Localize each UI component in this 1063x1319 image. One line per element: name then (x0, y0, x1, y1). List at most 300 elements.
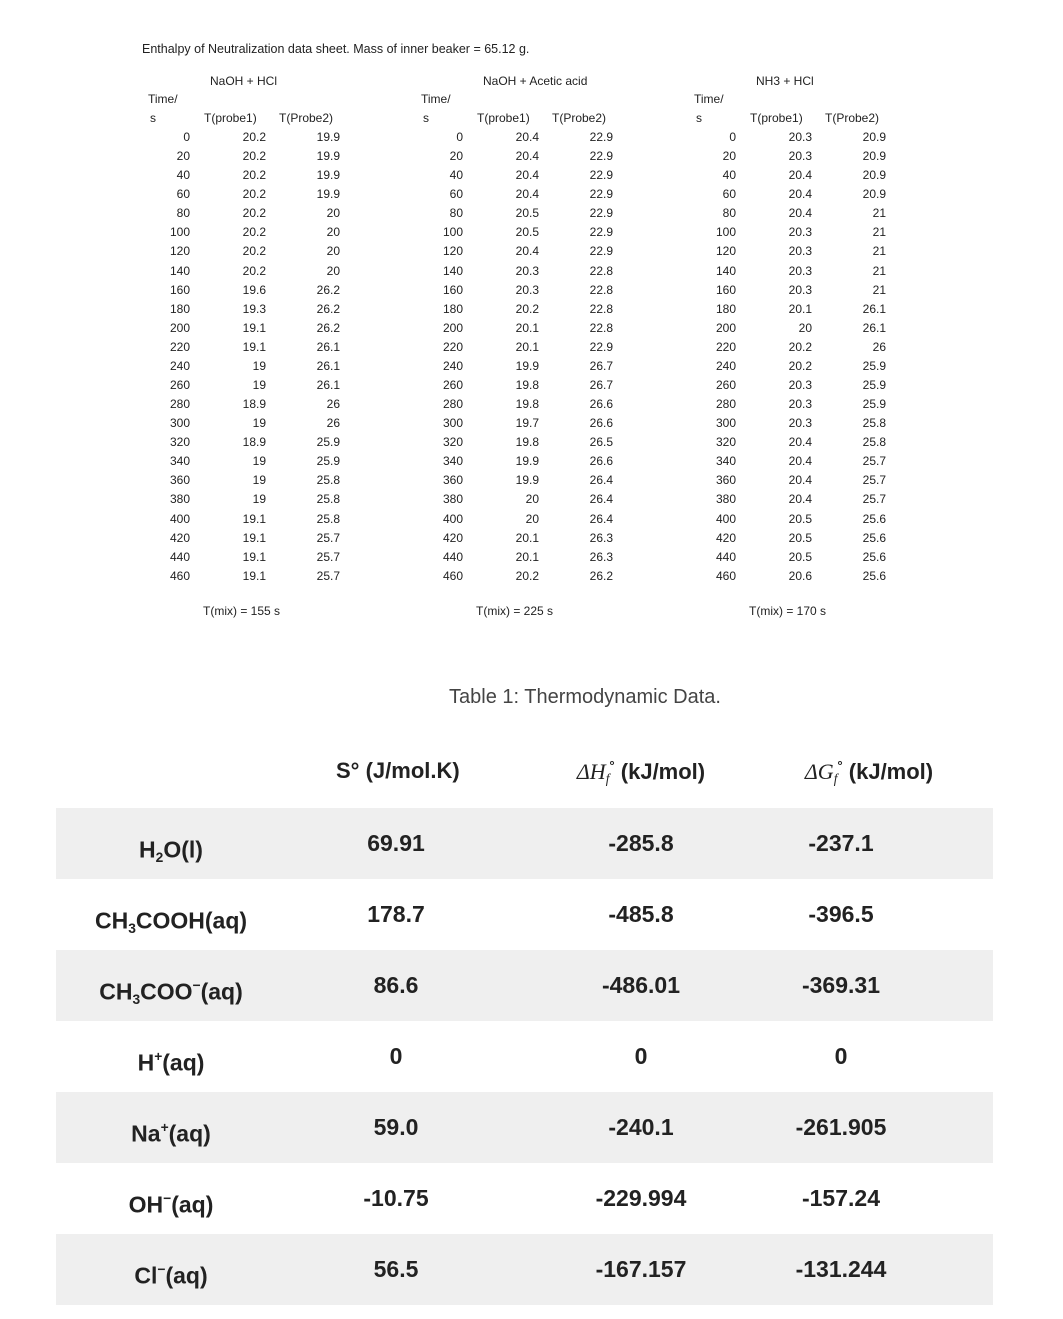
probe2-cell: 20 (326, 263, 340, 278)
time-cell: 380 (169, 492, 190, 507)
probe2-cell: 26.3 (589, 530, 613, 545)
time-header: Time/ (148, 92, 178, 106)
probe2-cell: 21 (872, 263, 886, 278)
thermo-row (56, 950, 993, 1021)
probe2-cell: 26.6 (589, 416, 613, 431)
probe1-cell: 19 (252, 358, 266, 373)
time-cell: 180 (715, 301, 736, 316)
time-cell: 60 (176, 187, 190, 202)
probe2-cell: 25.9 (862, 358, 886, 373)
probe2-cell: 25.9 (316, 454, 340, 469)
enthalpy-cell: 0 (634, 1043, 648, 1069)
probe1-cell: 20.2 (515, 301, 539, 316)
time-cell: 280 (442, 397, 463, 412)
species-base: H (137, 1049, 155, 1076)
probe1-cell: 20.3 (788, 282, 812, 297)
data-row (148, 548, 408, 567)
gibbs-symbol: ΔG (804, 759, 834, 785)
probe2-cell: 26.1 (862, 320, 886, 335)
probe2-cell: 26.4 (589, 511, 613, 526)
probe2-cell: 22.8 (589, 320, 613, 335)
data-row (421, 300, 681, 319)
time-cell: 60 (722, 187, 736, 202)
time-cell: 340 (442, 454, 463, 469)
data-row (421, 490, 681, 509)
time-cell: 100 (442, 225, 463, 240)
sheet-title: Enthalpy of Neutralization data sheet. Mass of inner beaker = 65.12 g. (142, 42, 530, 56)
enthalpy-symbol: ΔH (576, 759, 606, 785)
dataset-2 (421, 74, 681, 634)
data-row (148, 128, 408, 147)
probe1-cell: 20.3 (788, 263, 812, 278)
probe2-cell: 22.9 (589, 168, 613, 183)
gibbs-cell: -396.5 (808, 901, 874, 927)
enthalpy-cell: -485.8 (608, 901, 674, 927)
data-row (148, 490, 408, 509)
entropy-cell: 178.7 (367, 901, 425, 927)
probe1-cell: 20.3 (788, 397, 812, 412)
time-cell: 460 (169, 568, 190, 583)
gibbs-sub: f (833, 771, 838, 787)
probe1-cell: 20.2 (242, 244, 266, 259)
data-row (694, 147, 954, 166)
probe1-cell: 19.1 (242, 339, 266, 354)
enthalpy-sub: f (605, 771, 610, 787)
data-row (694, 204, 954, 223)
gibbs-unit: (kJ/mol) (848, 759, 934, 785)
enthalpy-cell: -285.8 (608, 830, 674, 856)
time-cell: 440 (169, 549, 190, 564)
time-cell: 400 (442, 511, 463, 526)
data-row (421, 510, 681, 529)
data-row (421, 357, 681, 376)
probe2-cell: 25.7 (316, 549, 340, 564)
probe1-cell: 19.3 (242, 301, 266, 316)
data-row (694, 414, 954, 433)
data-row (421, 376, 681, 395)
probe2-cell: 26.1 (316, 358, 340, 373)
time-cell: 320 (442, 435, 463, 450)
data-row (148, 357, 408, 376)
probe2-cell: 19.9 (316, 187, 340, 202)
probe1-cell: 20.5 (515, 206, 539, 221)
time-cell: 140 (715, 263, 736, 278)
probe1-cell: 20.2 (242, 206, 266, 221)
enthalpy-cell: -240.1 (608, 1114, 674, 1140)
probe1-cell: 19.1 (242, 549, 266, 564)
time-cell: 200 (442, 320, 463, 335)
thermo-rows (56, 808, 993, 1305)
time-cell: 420 (715, 530, 736, 545)
species-phase: (aq) (162, 1049, 205, 1076)
probe1-cell: 20.4 (515, 187, 539, 202)
time-cell: 240 (442, 358, 463, 373)
probe1-cell: 20.2 (788, 358, 812, 373)
probe1-cell: 20.1 (515, 530, 539, 545)
probe1-cell: 20.2 (242, 225, 266, 240)
probe1-cell: 20.5 (788, 530, 812, 545)
species-sub: 3 (128, 920, 136, 936)
probe1-cell: 20.3 (788, 416, 812, 431)
data-row (421, 567, 681, 586)
species-charge: + (160, 1120, 169, 1135)
data-row (148, 223, 408, 242)
probe1-cell: 20.5 (788, 549, 812, 564)
data-row (148, 204, 408, 223)
probe2-cell: 22.9 (589, 187, 613, 202)
data-row (694, 376, 954, 395)
time-cell: 40 (176, 168, 190, 183)
probe2-cell: 22.8 (589, 301, 613, 316)
data-row (148, 319, 408, 338)
data-row (421, 433, 681, 452)
data-row (421, 262, 681, 281)
time-cell: 200 (169, 320, 190, 335)
probe2-header: T(Probe2) (279, 111, 334, 125)
data-row (694, 395, 954, 414)
probe2-cell: 20 (326, 206, 340, 221)
data-row (694, 223, 954, 242)
species-rest: COO (140, 978, 193, 1005)
probe2-cell: 26.1 (316, 339, 340, 354)
probe2-cell: 22.9 (589, 339, 613, 354)
gibbs-cell: 0 (834, 1043, 848, 1069)
thermo-row (56, 1021, 993, 1092)
probe2-cell: 25.8 (316, 473, 340, 488)
data-row (148, 300, 408, 319)
data-row (421, 242, 681, 261)
data-row (421, 281, 681, 300)
data-row (148, 567, 408, 586)
species-rest: O(l) (163, 836, 203, 863)
time-cell: 460 (442, 568, 463, 583)
data-row (694, 452, 954, 471)
data-row (421, 529, 681, 548)
probe1-cell: 19.8 (515, 397, 539, 412)
time-cell: 340 (169, 454, 190, 469)
probe1-cell: 20.4 (788, 435, 812, 450)
probe2-cell: 25.7 (316, 568, 340, 583)
probe2-cell: 19.9 (316, 149, 340, 164)
data-row (694, 338, 954, 357)
probe1-cell: 20.4 (788, 473, 812, 488)
gibbs-cell: -157.24 (801, 1185, 880, 1211)
time-cell: 20 (722, 149, 736, 164)
probe1-cell: 20.4 (788, 168, 812, 183)
time-cell: 260 (169, 378, 190, 393)
data-row (421, 147, 681, 166)
time-cell: 160 (715, 282, 736, 297)
time-cell: 260 (715, 378, 736, 393)
probe1-cell: 20.4 (515, 149, 539, 164)
probe2-cell: 22.8 (589, 263, 613, 278)
thermo-row (56, 1092, 993, 1163)
tmix-label: T(mix) = 170 s (749, 604, 827, 618)
probe1-cell: 19.9 (515, 358, 539, 373)
time-cell: 360 (442, 473, 463, 488)
time-cell: 80 (449, 206, 463, 221)
dataset-3 (694, 74, 954, 634)
probe2-cell: 21 (872, 225, 886, 240)
data-row (421, 471, 681, 490)
entropy-cell: 86.6 (373, 972, 419, 998)
probe1-cell: 20.4 (788, 206, 812, 221)
time-cell: 20 (176, 149, 190, 164)
data-row (148, 510, 408, 529)
probe2-cell: 20.9 (862, 149, 886, 164)
time-cell: 240 (715, 358, 736, 373)
probe2-cell: 20.9 (862, 130, 886, 144)
gibbs-sup: ° (837, 758, 843, 773)
probe2-header: T(Probe2) (825, 111, 880, 125)
data-row (694, 300, 954, 319)
time-cell: 400 (715, 511, 736, 526)
time-cell: 380 (442, 492, 463, 507)
probe2-cell: 20.9 (862, 168, 886, 183)
time-cell: 140 (442, 263, 463, 278)
species-charge: − (163, 1191, 172, 1206)
data-row (694, 510, 954, 529)
data-row (421, 166, 681, 185)
probe2-cell: 19.9 (316, 168, 340, 183)
probe1-header: T(probe1) (750, 111, 803, 125)
probe1-cell: 20.2 (242, 130, 266, 144)
probe1-cell: 19 (252, 473, 266, 488)
time-cell: 440 (442, 549, 463, 564)
probe2-cell: 26.2 (316, 301, 340, 316)
data-row (694, 357, 954, 376)
data-row (421, 395, 681, 414)
probe1-cell: 20 (525, 511, 539, 526)
probe1-cell: 20.4 (788, 454, 812, 469)
data-row (148, 433, 408, 452)
dataset-title: NaOH + HCl (210, 74, 278, 88)
time-cell: 260 (442, 378, 463, 393)
data-row (421, 452, 681, 471)
probe1-cell: 20.5 (515, 225, 539, 240)
entropy-cell: 59.0 (373, 1114, 419, 1140)
probe1-cell: 19.1 (242, 511, 266, 526)
time-cell: 280 (715, 397, 736, 412)
probe1-cell: 20 (525, 492, 539, 507)
probe2-cell: 22.9 (589, 244, 613, 259)
time-cell: 300 (715, 416, 736, 431)
species-phase: (aq) (165, 1262, 208, 1289)
probe1-cell: 20.1 (515, 549, 539, 564)
probe1-cell: 19 (252, 454, 266, 469)
probe2-cell: 25.7 (862, 454, 886, 469)
time-unit-header: s (423, 111, 429, 125)
probe2-cell: 21 (872, 206, 886, 221)
probe2-cell: 20.9 (862, 187, 886, 202)
probe1-cell: 19 (252, 492, 266, 507)
enthalpy-unit: (kJ/mol) (620, 759, 706, 785)
time-cell: 100 (169, 225, 190, 240)
probe1-cell: 20.4 (515, 244, 539, 259)
probe2-cell: 25.7 (316, 530, 340, 545)
dataset-rows (421, 128, 681, 586)
probe1-cell: 20.3 (788, 378, 812, 393)
species-base: CH (94, 907, 129, 934)
probe2-cell: 25.9 (316, 435, 340, 450)
data-row (694, 166, 954, 185)
probe2-cell: 26.6 (589, 454, 613, 469)
probe1-cell: 20 (798, 320, 812, 335)
entropy-header: S° (J/mol.K) (336, 758, 460, 783)
probe1-cell: 18.9 (242, 435, 266, 450)
data-row (148, 262, 408, 281)
probe2-cell: 26 (326, 397, 340, 412)
probe2-cell: 22.8 (589, 282, 613, 297)
probe2-cell: 26.1 (862, 301, 886, 316)
probe2-cell: 26.5 (589, 435, 613, 450)
probe2-cell: 25.6 (862, 511, 886, 526)
probe1-cell: 20.2 (515, 568, 539, 583)
probe1-cell: 20.5 (788, 511, 812, 526)
probe1-cell: 20.4 (788, 492, 812, 507)
enthalpy-cell: -167.157 (595, 1256, 687, 1282)
probe2-cell: 25.8 (316, 511, 340, 526)
time-cell: 0 (729, 130, 736, 144)
data-row (148, 338, 408, 357)
thermo-row (56, 879, 993, 950)
enthalpy-cell: -229.994 (595, 1185, 687, 1211)
probe1-cell: 19.8 (515, 378, 539, 393)
probe2-cell: 26 (872, 339, 886, 354)
probe1-cell: 20.2 (788, 339, 812, 354)
probe1-cell: 20.4 (515, 130, 539, 144)
probe1-cell: 19.9 (515, 473, 539, 488)
time-cell: 320 (715, 435, 736, 450)
data-row (694, 128, 954, 147)
probe1-cell: 19.8 (515, 435, 539, 450)
data-row (421, 414, 681, 433)
probe1-cell: 19.7 (515, 416, 539, 431)
probe2-cell: 25.9 (862, 378, 886, 393)
probe1-cell: 20.3 (788, 130, 812, 144)
species-sub: 3 (132, 991, 141, 1007)
time-cell: 420 (442, 530, 463, 545)
time-cell: 220 (715, 339, 736, 354)
probe1-cell: 18.9 (242, 397, 266, 412)
species-base: OH (128, 1191, 164, 1218)
probe2-cell: 26.6 (589, 397, 613, 412)
time-cell: 160 (169, 282, 190, 297)
data-row (694, 242, 954, 261)
probe1-cell: 20.2 (242, 187, 266, 202)
time-cell: 220 (169, 339, 190, 354)
probe2-cell: 26.2 (316, 282, 340, 297)
probe2-cell: 25.8 (862, 416, 886, 431)
time-cell: 280 (169, 397, 190, 412)
data-row (694, 529, 954, 548)
probe1-cell: 20.2 (242, 149, 266, 164)
probe2-cell: 25.7 (862, 473, 886, 488)
entropy-cell: 69.91 (367, 830, 425, 856)
species-base: Na (131, 1120, 161, 1147)
data-row (694, 262, 954, 281)
time-cell: 120 (715, 244, 736, 259)
data-row (421, 223, 681, 242)
probe2-cell: 25.6 (862, 530, 886, 545)
tmix-label: T(mix) = 155 s (203, 604, 281, 618)
probe1-header: T(probe1) (204, 111, 257, 125)
data-row (148, 185, 408, 204)
time-cell: 360 (169, 473, 190, 488)
time-cell: 180 (169, 301, 190, 316)
time-unit-header: s (150, 111, 156, 125)
species-base: Cl (134, 1262, 158, 1289)
time-cell: 300 (442, 416, 463, 431)
thermo-row (56, 1234, 993, 1305)
data-row (148, 147, 408, 166)
probe2-cell: 26.7 (589, 358, 613, 373)
probe2-cell: 22.9 (589, 225, 613, 240)
probe1-cell: 19.1 (242, 568, 266, 583)
data-row (421, 319, 681, 338)
probe1-header: T(probe1) (477, 111, 530, 125)
time-cell: 180 (442, 301, 463, 316)
probe2-cell: 25.6 (862, 549, 886, 564)
entropy-cell: 56.5 (373, 1256, 419, 1282)
probe2-cell: 26.3 (589, 549, 613, 564)
dataset-rows (694, 128, 954, 586)
gibbs-cell: -261.905 (795, 1114, 887, 1140)
enthalpy-cell: -486.01 (601, 972, 680, 998)
probe1-cell: 20.3 (788, 244, 812, 259)
species-phase: (aq) (200, 978, 243, 1005)
data-row (694, 567, 954, 586)
species-cell (56, 1234, 286, 1319)
enthalpy-sup: ° (609, 758, 615, 773)
data-row (148, 376, 408, 395)
data-row (148, 414, 408, 433)
probe2-cell: 26.7 (589, 378, 613, 393)
probe1-cell: 19.9 (515, 454, 539, 469)
time-cell: 200 (715, 320, 736, 335)
time-cell: 40 (722, 168, 736, 183)
data-row (694, 433, 954, 452)
time-cell: 380 (715, 492, 736, 507)
data-row (694, 319, 954, 338)
time-cell: 100 (715, 225, 736, 240)
probe2-cell: 25.8 (316, 492, 340, 507)
probe2-cell: 21 (872, 282, 886, 297)
probe2-cell: 25.8 (862, 435, 886, 450)
dataset-title: NaOH + Acetic acid (483, 74, 588, 88)
time-cell: 120 (442, 244, 463, 259)
time-unit-header: s (696, 111, 702, 125)
species-base: H (139, 836, 156, 863)
thermo-row (56, 1163, 993, 1234)
species-charge: − (157, 1262, 166, 1277)
data-row (421, 338, 681, 357)
probe1-cell: 19.1 (242, 530, 266, 545)
probe2-cell: 26.2 (316, 320, 340, 335)
time-cell: 160 (442, 282, 463, 297)
probe2-cell: 26 (326, 416, 340, 431)
data-row (694, 281, 954, 300)
enthalpy-header (556, 758, 726, 787)
probe1-cell: 20.4 (788, 187, 812, 202)
probe1-cell: 20.3 (788, 225, 812, 240)
time-cell: 80 (722, 206, 736, 221)
time-header: Time/ (694, 92, 724, 106)
species-base: CH (99, 978, 133, 1005)
probe2-cell: 20 (326, 244, 340, 259)
gibbs-cell: -131.244 (795, 1256, 887, 1282)
time-cell: 240 (169, 358, 190, 373)
